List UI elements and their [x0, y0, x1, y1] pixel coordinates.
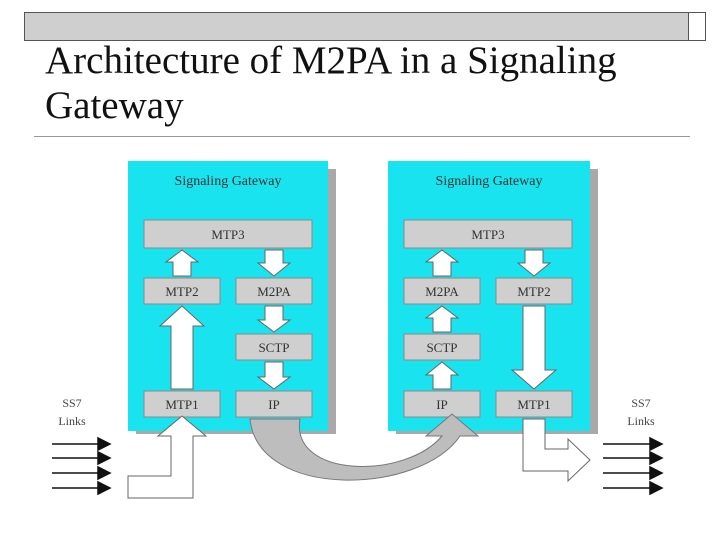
- left-link-arrowhead: [98, 467, 110, 479]
- left-links-label-ss7: SS7: [62, 396, 82, 410]
- right-mtp1-label: MTP1: [517, 397, 551, 412]
- left-mtp3-label: MTP3: [211, 227, 245, 242]
- right-m2pa-label: M2PA: [425, 284, 459, 299]
- slide-title-line-2: Gateway: [45, 84, 184, 127]
- left-mtp2-label: MTP2: [165, 284, 199, 299]
- left-mtp1-label: MTP1: [165, 397, 199, 412]
- left-gateway-title: Signaling Gateway: [174, 174, 282, 189]
- right-links-label-ss7: SS7: [631, 396, 651, 410]
- right-gateway: [388, 161, 598, 434]
- right-link-arrowhead: [650, 452, 662, 464]
- right-links-label-links: Links: [627, 414, 655, 428]
- slide-title-line-1: Architecture of M2PA in a Signaling: [45, 39, 617, 82]
- left-link-arrowhead: [98, 438, 110, 450]
- left-links-label-links: Links: [58, 414, 86, 428]
- right-link-arrowhead: [650, 482, 662, 494]
- left-sctp-label: SCTP: [258, 340, 290, 355]
- right-link-arrowhead: [650, 438, 662, 450]
- right-ip-label: IP: [436, 397, 448, 412]
- left-gateway: [128, 161, 336, 434]
- ip-to-ip-curved-arrow: [250, 414, 478, 480]
- right-sctp-label: SCTP: [426, 340, 458, 355]
- left-ip-label: IP: [268, 397, 280, 412]
- right-mtp2-label: MTP2: [517, 284, 551, 299]
- left-ss7-links: [52, 396, 110, 494]
- left-link-arrowhead: [98, 452, 110, 464]
- right-mtp3-label: MTP3: [471, 227, 505, 242]
- right-link-arrowhead: [650, 467, 662, 479]
- right-gateway-title: Signaling Gateway: [435, 174, 543, 189]
- left-m2pa-label: M2PA: [257, 284, 291, 299]
- left-link-arrowhead: [98, 482, 110, 494]
- right-ss7-links: [603, 396, 662, 494]
